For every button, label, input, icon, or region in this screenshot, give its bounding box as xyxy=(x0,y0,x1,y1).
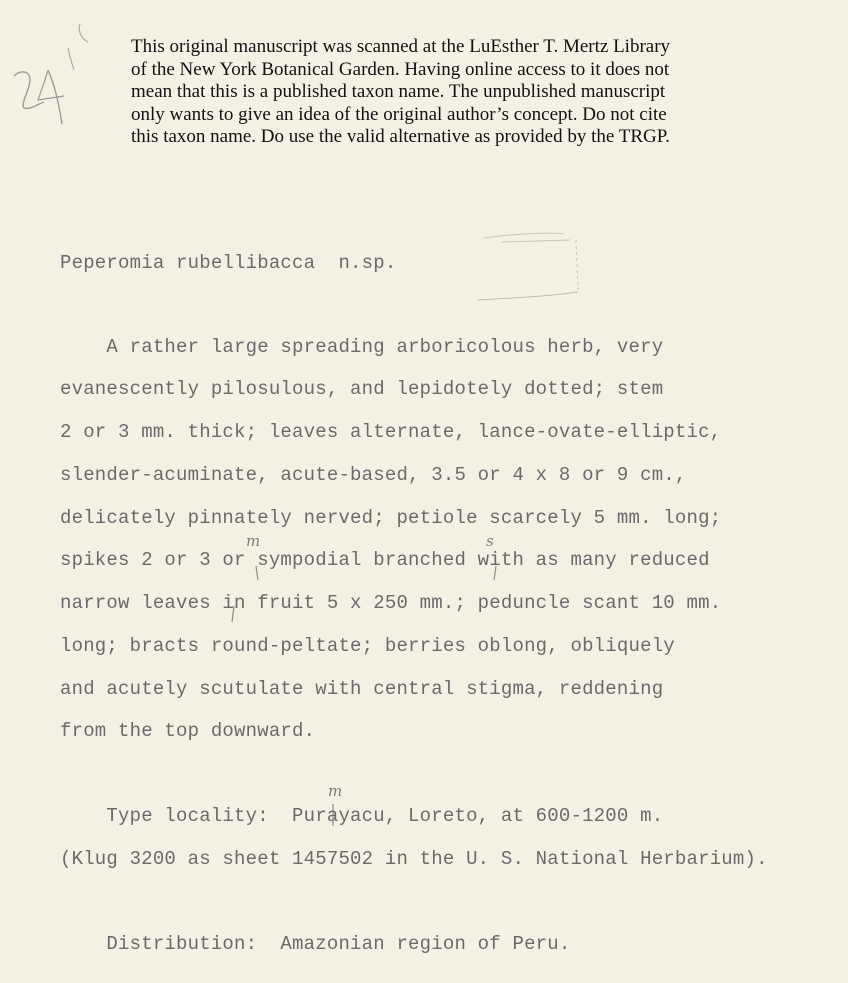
handwritten-insertion: m xyxy=(328,782,343,800)
distribution-line: Distribution: Amazonian region of Peru. xyxy=(60,933,571,955)
notice-line: mean that this is a published taxon name. The unpublished manuscript xyxy=(131,81,666,102)
notice-line: only wants to give an idea of the original author’s concept. Do not cite xyxy=(131,103,667,125)
description-line: spikes 2 or 3 or sympodial branched with as many reduced xyxy=(60,549,710,571)
notice-line: This original manuscript was scanned at the LuEsther T. Mertz Library xyxy=(131,36,671,57)
description-line: 2 or 3 mm. thick; leaves alternate, lance-ovate-elliptic, xyxy=(60,421,722,443)
description-line: evanescently pilosulous, and lepidotely dotted; stem xyxy=(60,378,664,400)
description-line: from the top downward. xyxy=(60,720,316,742)
handwritten-insertion: s xyxy=(486,532,494,550)
description-line: long; bracts round-peltate; berries oblong, obliquely xyxy=(60,635,675,657)
type-locality-line: Type locality: Purayacu, Loreto, at 600-1200 m. xyxy=(60,805,664,827)
handwritten-insertion: m xyxy=(246,532,261,550)
type-locality-line: (Klug 3200 as sheet 1457502 in the U. S. National Herbarium). xyxy=(60,848,768,870)
description-line: delicately pinnately nerved; petiole scarcely 5 mm. long; xyxy=(60,507,722,529)
description-line: slender-acuminate, acute-based, 3.5 or 4 x 8 or 9 cm., xyxy=(60,464,687,486)
handwritten-margin-mark xyxy=(4,14,114,134)
description-line: and acutely scutulate with central stigma, reddening xyxy=(60,678,664,700)
notice-line: of the New York Botanical Garden. Having online access to it does not xyxy=(131,58,670,80)
notice-line: this taxon name. Do use the valid alternative as provided by the TRGP. xyxy=(131,126,670,147)
species-title: Peperomia rubellibacca n.sp. xyxy=(60,252,397,274)
description-line: A rather large spreading arboricolous herb, very xyxy=(60,336,664,358)
description-line: narrow leaves in fruit 5 x 250 mm.; peduncle scant 10 mm. xyxy=(60,592,722,614)
library-notice xyxy=(131,36,771,149)
faint-stamp-box xyxy=(472,226,588,308)
